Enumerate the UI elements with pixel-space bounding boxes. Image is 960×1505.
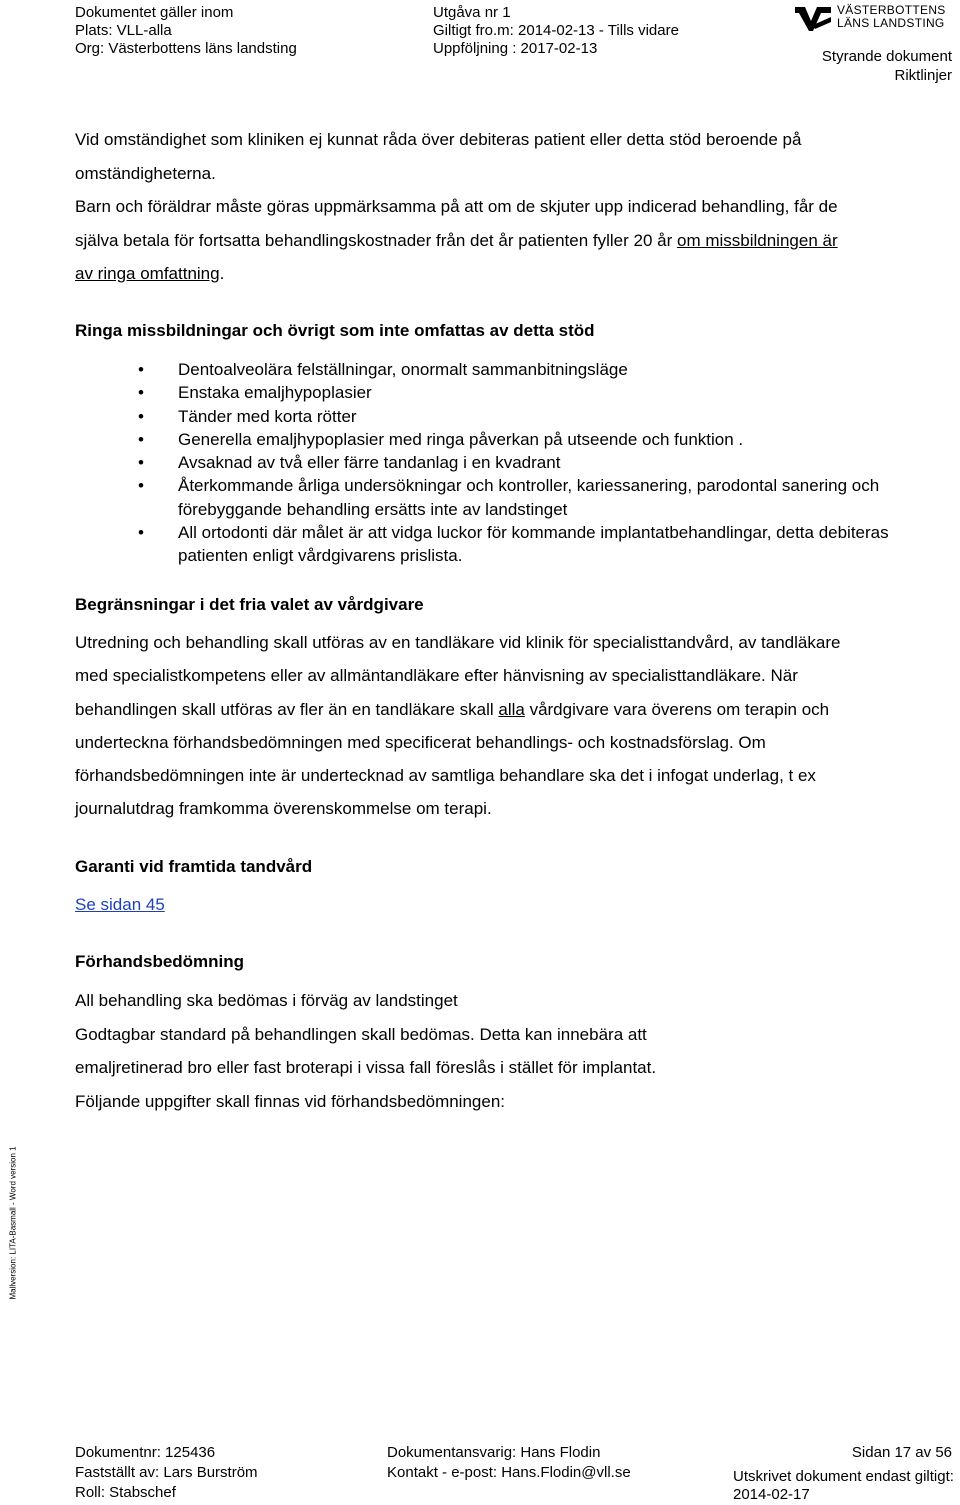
list-item: • All ortodonti där målet är att vidga luckor för kommande implantatbehandlingar, detta debiteras patienten enligt vårdgivarens prislista. [142,521,942,568]
paragraph-3-line-2: med specialistkompetens eller av allmäntandläkare efter hänvisning av specialisttandläkare. När [75,666,798,685]
footer-doc-owner: Dokumentansvarig: Hans Flodin [387,1444,601,1461]
footer-page-number: Sidan 17 av 56 [851,1444,952,1461]
paragraph-3-line-6: journalutdrag framkomma överenskommelse om terapi. [75,799,492,818]
section-heading-guarantee: Garanti vid framtida tandvård [75,857,313,876]
paragraph-3-text-2: vårdgivare vara överens om terapin och [524,700,830,719]
paragraph-2-underlined: om missbildningen är [676,231,838,250]
paragraph-3-underlined: alla [498,700,525,719]
paragraph-2-underlined-2: av ringa omfattning [75,264,220,283]
list-item: • Generella emaljhypoplasier med ringa påverkan på utseende och funktion . [142,428,942,451]
section-heading-minor-malformations: Ringa missbildningar och övrigt som inte omfattas av detta stöd [75,321,595,340]
header-valid-from: Giltigt fro.m: 2014-02-13 - Tills vidare [433,22,679,39]
vll-logo [795,4,955,34]
logo-text-line2: LÄNS LANDSTING [837,16,945,30]
doc-subtype: Riktlinjer [894,67,952,84]
header-scope-label: Dokumentet gäller inom [75,4,234,21]
footer-role: Roll: Stabschef [75,1484,176,1501]
vll-logo-mark-icon [795,5,831,31]
template-version-label: Mallversion: LITA-Basmall - Word version 1 [8,1146,18,1300]
list-item: • Tänder med korta rötter [142,405,942,428]
header-edition: Utgåva nr 1 [433,4,511,21]
footer-printed-date: 2014-02-17 [733,1486,810,1503]
paragraph-3-line-1: Utredning och behandling skall utföras av en tandläkare vid klinik för specialisttandvård, av tandläkare [75,633,841,652]
header-followup: Uppföljning : 2017-02-13 [433,40,598,57]
paragraph-3-text: behandlingen skall utföras av fler än en tandläkare skall [75,700,499,719]
paragraph-2-period: . [219,264,225,283]
footer-doc-number: Dokumentnr: 125436 [75,1444,216,1461]
footer-contact: Kontakt - e-post: Hans.Flodin@vll.se [387,1464,631,1481]
paragraph-4-line-3: emaljretinerad bro eller fast broterapi i vissa fall föreslås i stället för implantat. [75,1058,657,1077]
paragraph-4-line-2: Godtagbar standard på behandlingen skall bedömas. Detta kan innebära att [75,1025,647,1044]
header-place: Plats: VLL-alla [75,22,172,39]
exclusion-list [142,358,942,568]
section-heading-limitations: Begränsningar i det fria valet av vårdgivare [75,595,424,614]
paragraph-2-line-2 [75,231,838,251]
doc-type: Styrande dokument [821,48,952,65]
paragraph-2-line-1: Barn och föräldrar måste göras uppmärksamma på att om de skjuter upp indicerad behandling, får de [75,197,838,216]
paragraph-2-text: själva betala för fortsatta behandlingskostnader från det år patienten fyller 20 år [75,231,677,250]
list-item: • Återkommande årliga undersökningar och kontroller, kariessanering, parodontal sanering och förebyggande behandling ersätts inte av landstinget [142,474,942,521]
list-item: • Enstaka emaljhypoplasier [142,381,942,404]
logo-text-line1: VÄSTERBOTTENS [837,3,946,17]
paragraph-1-line-2: omständigheterna. [75,164,216,183]
paragraph-1-line-1: Vid omständighet som kliniken ej kunnat råda över debiteras patient eller detta stöd beroende på [75,130,802,149]
paragraph-3-line-3 [75,700,829,720]
paragraph-4-line-4: Följande uppgifter skall finnas vid förhandsbedömningen: [75,1092,505,1111]
section-heading-prior-assessment: Förhandsbedömning [75,952,245,971]
header-org: Org: Västerbottens läns landsting [75,40,297,57]
footer-approved-by: Fastställt av: Lars Burström [75,1464,258,1481]
list-item: • Dentoalveolära felställningar, onormalt sammanbitningsläge [142,358,942,381]
paragraph-2-line-3 [75,264,224,284]
page-reference-link[interactable]: Se sidan 45 [75,895,165,914]
paragraph-3-line-4: underteckna förhandsbedömningen med specificerat behandlings- och kostnadsförslag. Om [75,733,766,752]
footer-printed-label: Utskrivet dokument endast giltigt: [733,1468,954,1485]
list-item: • Avsaknad av två eller färre tandanlag i en kvadrant [142,451,942,474]
paragraph-3-line-5: förhandsbedömningen inte är undertecknad av samtliga behandlare ska det i infogat underlag, t ex [75,766,816,785]
paragraph-4-line-1: All behandling ska bedömas i förväg av landstinget [75,991,458,1010]
